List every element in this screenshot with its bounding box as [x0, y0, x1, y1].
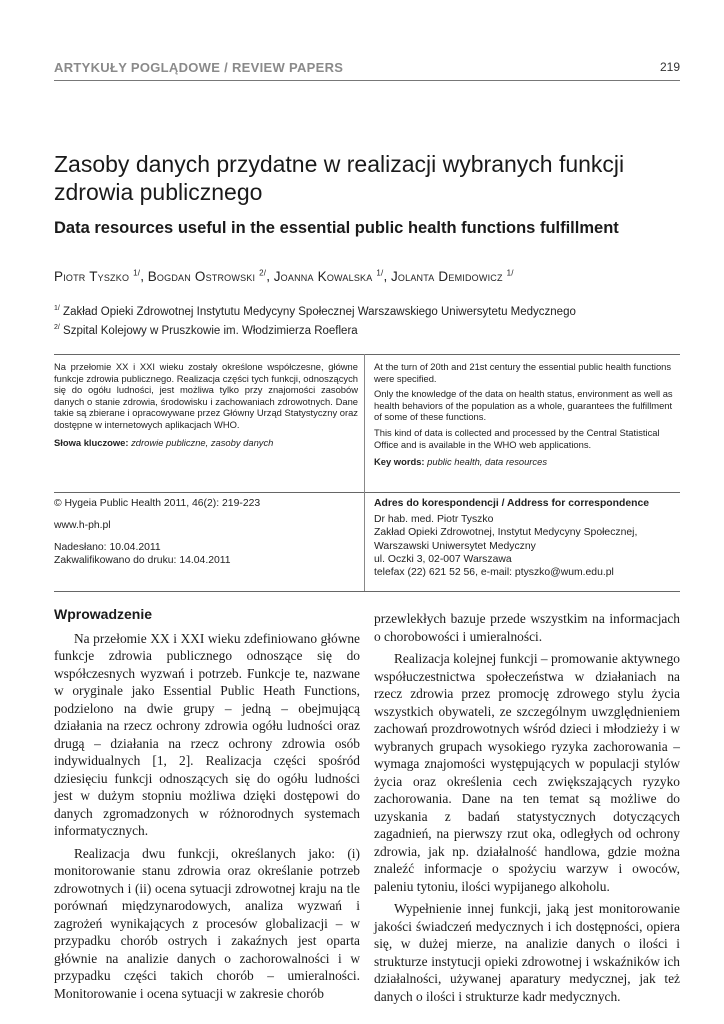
abstract-paragraph: Only the knowledge of the data on health status, environment as well as health behaviors of the population as a whole, guarantees the fulfillment of some of these functions.	[374, 388, 673, 423]
abstract-english	[374, 361, 680, 472]
correspondence-heading: Adres do korespondencji / Address for correspondence	[374, 498, 650, 509]
abstract-polish	[54, 361, 358, 452]
article-title-english: Data resources useful in the essential public health functions fulfillment	[54, 219, 619, 237]
affiliation: $^{1/}$ Zakład Opieki Zdrowotnej Instytutu Medycyny Społecznej Warszawskiego Uniwersytetu Medycznego	[54, 305, 576, 318]
address-line: Zakład Opieki Zdrowotnej, Instytut Medycyny Społecznej,	[374, 527, 638, 539]
author: Bogdan Ostrowski $^{2/}$	[147, 268, 267, 284]
keywords-polish: Słowa kluczowe: zdrowie publiczne, zasoby danych	[54, 436, 274, 448]
page-number: 219	[659, 60, 680, 74]
body-paragraph: Realizacja dwu funkcji, określanych jako: (i) monitorowanie stanu zdrowia oraz określanie potrzeb zdrowotnych i (ii) ocena sytuacji zdrowotnej kraju na tle porównań międzynarodowych, analiza wyzwań i zagrożeń wynikających z procesów globalizacji – w przypadku chorób ostrych i zakaźnych jest oparta głównie na analizie danych o zachorowalności i w przypadku części takich chorób – umieralności. Monitorowanie i ocena sytuacji w zakresie chorób	[54, 845, 360, 1001]
keywords-english: Key words: public health, data resources	[374, 456, 548, 468]
body-paragraph: przewlekłych bazuje przede wszystkim na informacjach o chorobowości i umieralności.	[374, 611, 680, 644]
abstract-paragraph: This kind of data is collected and processed by the Central Statistical Office and is available in the WHO web applications.	[374, 426, 660, 450]
body-paragraph: Realizacja kolejnej funkcji – promowanie aktywnego współuczestnictwa społeczeństwa w działaniach na rzecz zdrowia przez promocję zdrowego stylu życia wszystkich obywateli, ze szczególnym uwzględnieniem zachowań prozdrowotnych wśród dzieci i młodzieży i w wybranych grupach wysokiego ryzyka zachorowania – wymaga znajomości występujących w populacji stylów życia oraz określenia cech zwiększających ryzyko zachorowania. Dane na ten temat są możliwe do uzyskania z badań statystycznych dotyczących zagadnień, na pierwszy rzut oka, odległych od ochrony zdrowia, jak np. działalność handlowa, gdzie można znaleźć informacje o spożyciu warzyw i owoców, paleniu tytoniu, ilości wypijanego alkoholu.	[374, 651, 680, 894]
body-paragraph: Na przełomie XX i XXI wieku zdefiniowano główne funkcje zdrowia publicznego odnoszące się do współczesnych wyzwań i potrzeb. Funkcje te, nazwane w oryginale jako Essential Public Heath Functions, podzielono na dwie grupy – jedną – obejmującą działania na rzecz ochrony zdrowia ogółu ludności oraz drugą – działania na rzecz ochrony zdrowia osób indywidualnych [1, 2]. Realizacja części spośród dziesięciu funkcji odnoszących się do ogółu ludności jest w dużym stopniu możliwa dzięki dostępowi do danych zgromadzonych w różnorodnych systemach informatycznych.	[54, 630, 360, 838]
journal-website[interactable]: www.h-ph.pl	[54, 520, 111, 531]
body-paragraph: Wypełnienie innej funkcji, jaką jest monitorowanie jakości świadczeń medycznych i ich dostępności, opiera się, w dużej mierze, na analizie danych o ilości i strukturze instytucji opieki zdrowotnej i wskaźników ich działalności, używanej aparatury medycznej, jak też danych o ilości i strukturze kadr medycznych.	[374, 901, 680, 1004]
address-line: Warszawski Uniwersytet Medyczny	[374, 540, 536, 552]
author: Joanna Kowalska $^{1/}$	[273, 268, 384, 284]
abstract-paragraph: Na przełomie XX i XXI wieku zostały określone współczesne, główne funkcje zdrowia publicznego. Realizacja części tych funkcji, odnoszących się do ogółu ludności, jest możliwa tylko przy znajomości zasobów danych o stanie zdrowia, środowisku i zachowaniach zdrowotnych. Dane takie są zbierane i opracowywane przez Główny Urząd Statystyczny oraz dostępne w internetowych aplikacjach WHO.	[54, 361, 358, 430]
citation: © Hygeia Public Health 2011, 46(2): 219-223	[54, 498, 261, 509]
address-line: Dr hab. med. Piotr Tyszko	[374, 514, 494, 526]
running-header	[54, 60, 680, 81]
author-list: Piotr Tyszko $^{1/}$, Bogdan Ostrowski $^{2/}$, Joanna Kowalska $^{1/}$, Jolanta Demidowicz $^{1/}$	[54, 268, 514, 284]
body-column-left	[54, 606, 360, 1007]
author: Piotr Tyszko $^{1/}$	[54, 268, 141, 284]
section-label: ARTYKUŁY POGLĄDOWE / REVIEW PAPERS	[54, 60, 344, 75]
body-column-right	[374, 610, 680, 1010]
article-title-polish: Zasoby danych przydatne w realizacji wybranych funkcji zdrowia publicznego	[54, 151, 625, 205]
abstract-paragraph: At the turn of 20th and 21st century the essential public health functions were specified.	[374, 361, 672, 384]
address-line: ul. Oczki 3, 02-007 Warszawa	[374, 553, 512, 565]
affiliation: $^{2/}$ Szpital Kolejowy w Pruszkowie im. Włodzimierza Roeflera	[54, 323, 358, 337]
column-divider	[364, 354, 365, 592]
submission-dates: Nadesłano: 10.04.2011 Zakwalifikowano do druku: 14.04.2011	[54, 542, 231, 566]
publication-info	[54, 497, 358, 576]
correspondence-address	[374, 497, 680, 579]
section-heading: Wprowadzenie	[54, 606, 153, 622]
address-line: telefax (22) 621 52 56, e-mail: ptyszko@wum.edu.pl	[374, 567, 614, 579]
divider-line	[54, 591, 680, 592]
affiliations	[54, 301, 694, 339]
author: Jolanta Demidowicz $^{1/}$	[390, 268, 514, 284]
